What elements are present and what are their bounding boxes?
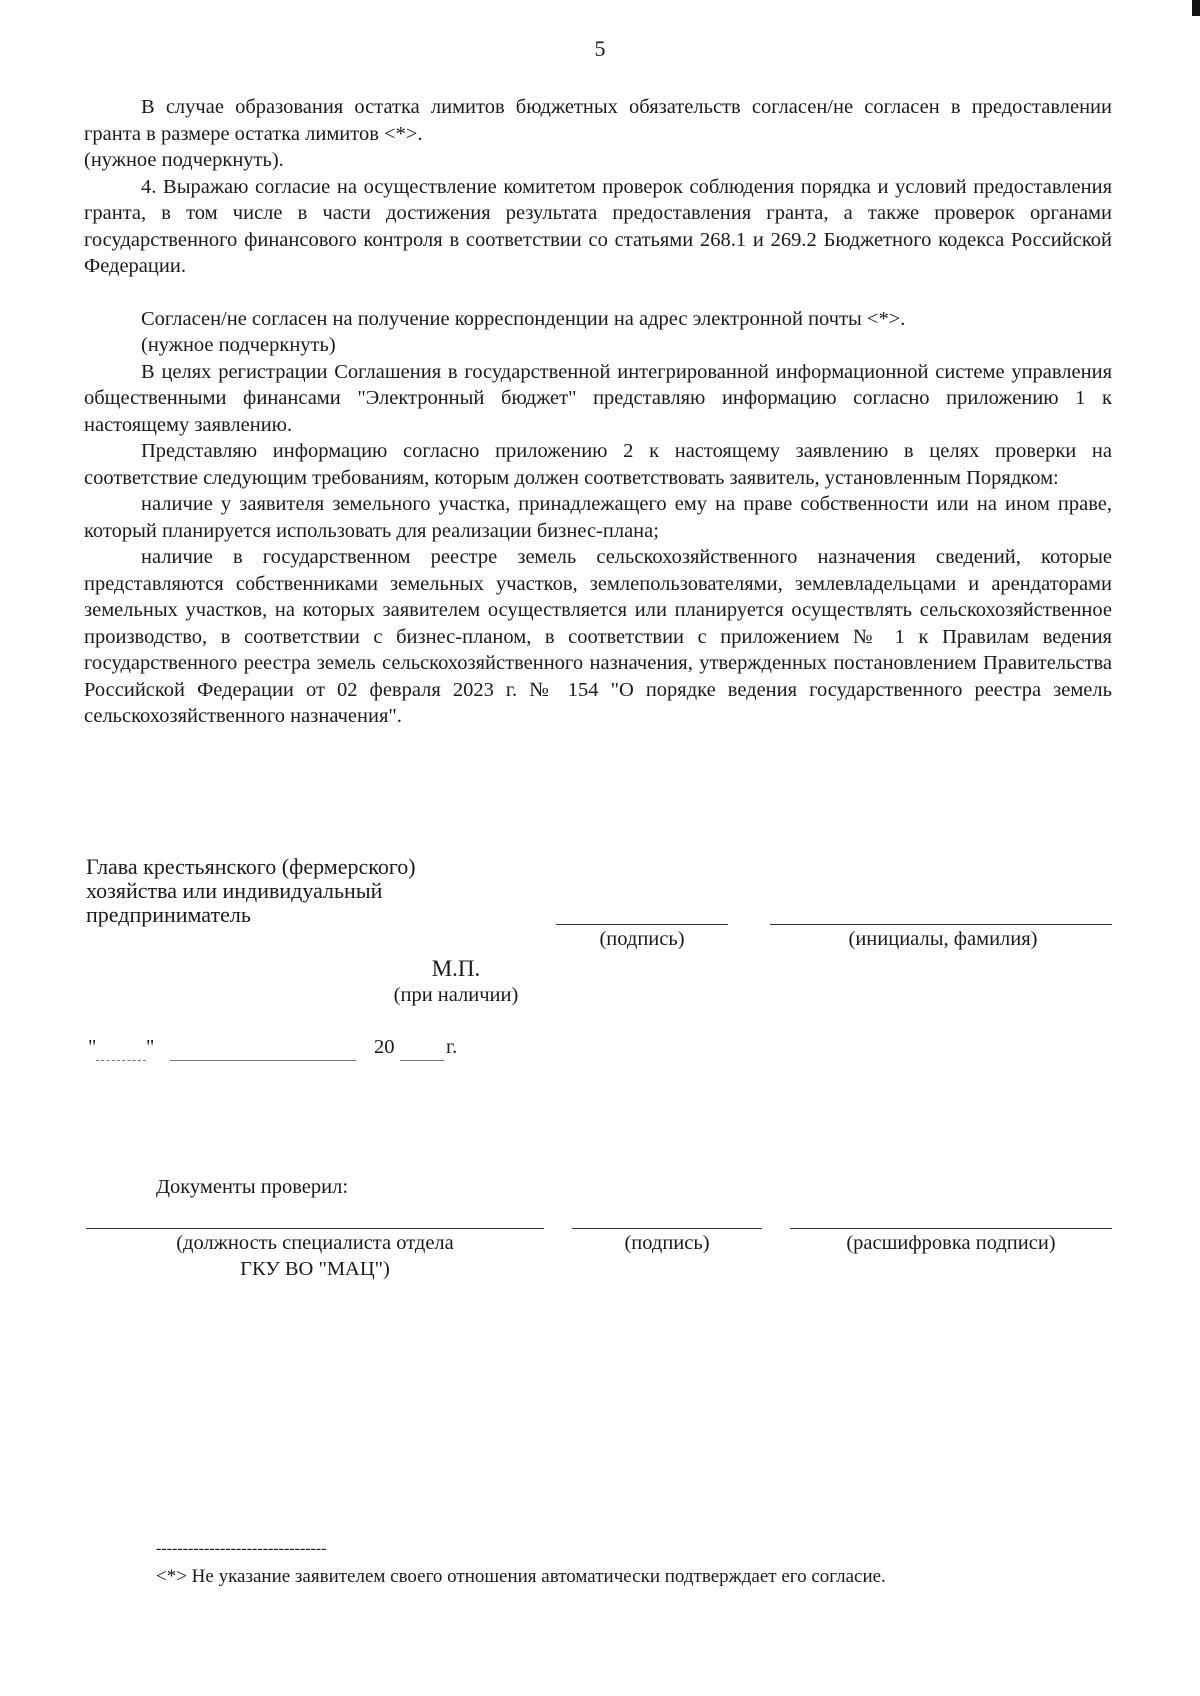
scan-edge-mark (1192, 0, 1200, 16)
decoding-line (790, 1228, 1112, 1229)
head-title-line2: хозяйства или индивидуальный (86, 878, 383, 903)
paragraph-land-registry: наличие в государственном реестре земель сельскохозяйственного назначения сведений, которые представляются собственниками земельных участков, землепользователями, землевладельцами и арендаторами земельных участков, на которых заявителем осуществляется или планируется осуществлять сельскохозяйственное производство, в соответствии с бизнес-планом, в соответствии с приложением № 1 к Правилам ведения государственного реестра земель сельскохозяйственного назначения, утвержденных постановлением Правительства Российской Федерации от 02 февраля 2023 г. № 154 "О порядке ведения государственного реестра земель сельскохозяйственного назначения". (84, 546, 1112, 727)
date-quote-close: " (146, 1036, 155, 1058)
head-title-line3: предприниматель (86, 902, 251, 927)
decoding-caption: (расшифровка подписи) (846, 1232, 1056, 1254)
documents-checked-label: Документы проверил: (156, 1176, 349, 1198)
name-line (770, 924, 1112, 925)
page-number: 5 (594, 36, 606, 61)
date-year-line (400, 1060, 444, 1061)
footnote-separator: -------------------------------- (156, 1540, 327, 1557)
paragraph-note: (нужное подчеркнуть) (141, 334, 336, 356)
paragraph-email-consent: Согласен/не согласен на получение корреспонденции на адрес электронной почты <*>. (141, 307, 906, 330)
paragraph-note: (нужное подчеркнуть). (84, 149, 284, 171)
signature-line (556, 924, 728, 925)
stamp-label: М.П. (431, 956, 481, 981)
stamp-note: (при наличии) (393, 984, 519, 1006)
position-line (86, 1228, 544, 1229)
paragraph-requirements: Представляю информацию согласно приложению 2 к настоящему заявлению в целях проверки на соответствие следующим требованиям, которым должен соответствовать заявитель, установленным Порядком: (84, 440, 1112, 489)
verifier-signature-caption: (подпись) (624, 1232, 710, 1254)
document-body (84, 94, 1112, 730)
paragraph-land-plot: наличие у заявителя земельного участка, принадлежащего ему на праве собственности или на ином праве, который планируется использовать для реализации бизнес-плана; (84, 493, 1112, 542)
paragraph-remaining-limits: В случае образования остатка лимитов бюджетных обязательств согласен/не согласен в предоставлении гранта в размере остатка лимитов <*>. (84, 96, 1112, 145)
verifier-signature-line (572, 1228, 762, 1229)
position-caption-line1: (должность специалиста отдела (176, 1232, 454, 1254)
head-title-line1: Глава крестьянского (фермерского) (86, 854, 416, 879)
date-year-suffix: г. (446, 1036, 458, 1058)
position-caption-line2: ГКУ ВО "МАЦ") (240, 1258, 390, 1280)
footnote-text: <*> Не указание заявителем своего отношения автоматически подтверждает его согласие. (156, 1566, 886, 1587)
date-month-line (170, 1060, 356, 1061)
date-year-prefix: 20 (374, 1036, 395, 1058)
signature-caption: (подпись) (599, 928, 685, 950)
name-caption: (инициалы, фамилия) (848, 928, 1038, 950)
paragraph-registration: В целях регистрации Соглашения в государственной интегрированной информационной системе управления общественными финансами "Электронный бюджет" представляю информацию согласно приложению 1 к настоящему заявлению. (84, 360, 1112, 436)
paragraph-consent-checks: 4. Выражаю согласие на осуществление комитетом проверок соблюдения порядка и условий предоставления гранта, в том числе в части достижения результата предоставления гранта, а также проверок органами государственного финансового контроля в соответствии со статьями 268.1 и 269.2 Бюджетного кодекса Российской Федерации. (84, 175, 1112, 277)
date-day-line (96, 1060, 146, 1061)
date-quote-open: " (88, 1036, 97, 1058)
